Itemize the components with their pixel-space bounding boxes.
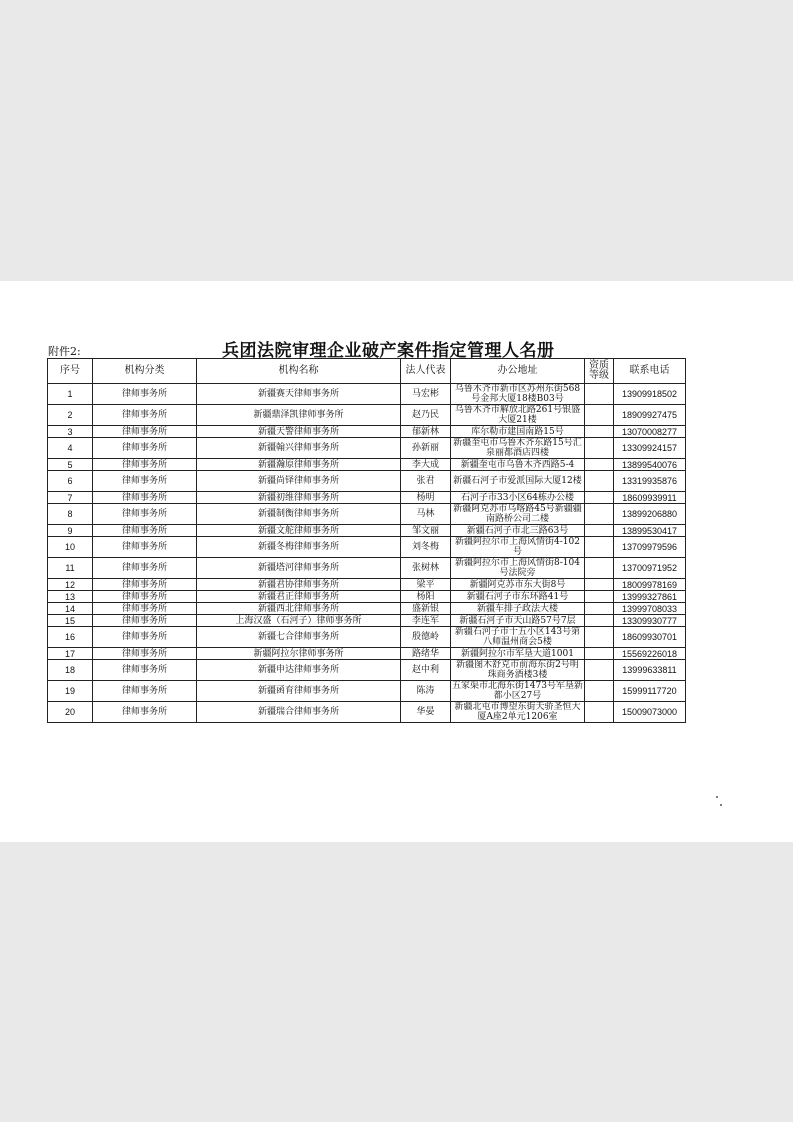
cell-rep: 马林 xyxy=(401,504,451,525)
cell-phone: 18009978169 xyxy=(614,579,686,591)
cell-name: 新疆塔河律师事务所 xyxy=(197,558,401,579)
cell-address: 乌鲁木齐市解放北路261号银盛大厦21楼 xyxy=(451,405,585,426)
cell-qualification xyxy=(585,525,614,537)
cell-qualification xyxy=(585,492,614,504)
cell-category: 律师事务所 xyxy=(93,681,197,702)
cell-phone: 13309924157 xyxy=(614,438,686,459)
cell-name: 新疆赛天律师事务所 xyxy=(197,384,401,405)
cell-category: 律师事务所 xyxy=(93,579,197,591)
cell-rep: 杨明 xyxy=(401,492,451,504)
cell-name: 新疆阿拉尔律师事务所 xyxy=(197,648,401,660)
cell-phone: 15999117720 xyxy=(614,681,686,702)
cell-name: 新疆鼎泽凯律师事务所 xyxy=(197,405,401,426)
cell-seq: 9 xyxy=(48,525,93,537)
cell-category: 律师事务所 xyxy=(93,702,197,723)
cell-address: 新疆奎屯市乌鲁木齐西路5-4 xyxy=(451,459,585,471)
cell-phone: 13999633811 xyxy=(614,660,686,681)
cell-address: 新疆车排子政法大楼 xyxy=(451,603,585,615)
cell-address: 新疆石河子市天山路57号7层 xyxy=(451,615,585,627)
cell-rep: 张树林 xyxy=(401,558,451,579)
table-row xyxy=(48,681,686,702)
cell-phone: 18909927475 xyxy=(614,405,686,426)
cell-seq: 18 xyxy=(48,660,93,681)
header-name: 机构名称 xyxy=(197,359,401,384)
cell-qualification xyxy=(585,681,614,702)
cell-phone: 13070008277 xyxy=(614,426,686,438)
cell-qualification xyxy=(585,603,614,615)
cell-address: 乌鲁木齐市新市区苏州东街568号金邦大厦18楼B03号 xyxy=(451,384,585,405)
cell-qualification xyxy=(585,459,614,471)
registry-table xyxy=(47,358,686,723)
scan-speck xyxy=(716,796,718,798)
cell-seq: 12 xyxy=(48,579,93,591)
cell-seq: 3 xyxy=(48,426,93,438)
scan-speck xyxy=(720,804,722,806)
cell-seq: 1 xyxy=(48,384,93,405)
cell-qualification xyxy=(585,405,614,426)
cell-qualification xyxy=(585,579,614,591)
cell-name: 新疆天警律师事务所 xyxy=(197,426,401,438)
cell-name: 新疆翰兴律师事务所 xyxy=(197,438,401,459)
cell-qualification xyxy=(585,426,614,438)
cell-category: 律师事务所 xyxy=(93,459,197,471)
cell-category: 律师事务所 xyxy=(93,405,197,426)
table-row xyxy=(48,627,686,648)
header-phone: 联系电话 xyxy=(614,359,686,384)
cell-seq: 6 xyxy=(48,471,93,492)
cell-name: 新疆七合律师事务所 xyxy=(197,627,401,648)
cell-address: 新疆阿拉尔市军垦大道1001 xyxy=(451,648,585,660)
cell-seq: 16 xyxy=(48,627,93,648)
cell-name: 新疆西北律师事务所 xyxy=(197,603,401,615)
cell-rep: 殷德岭 xyxy=(401,627,451,648)
cell-category: 律师事务所 xyxy=(93,504,197,525)
cell-phone: 13319935876 xyxy=(614,471,686,492)
cell-rep: 李连军 xyxy=(401,615,451,627)
cell-qualification xyxy=(585,648,614,660)
cell-seq: 20 xyxy=(48,702,93,723)
cell-seq: 7 xyxy=(48,492,93,504)
table-row xyxy=(48,558,686,579)
cell-address: 新疆石河子市北三路63号 xyxy=(451,525,585,537)
table-row xyxy=(48,471,686,492)
cell-qualification xyxy=(585,438,614,459)
table-row xyxy=(48,591,686,603)
cell-rep: 孙新丽 xyxy=(401,438,451,459)
cell-seq: 11 xyxy=(48,558,93,579)
header-category: 机构分类 xyxy=(93,359,197,384)
cell-category: 律师事务所 xyxy=(93,603,197,615)
cell-address: 新疆石河子市爱派国际大厦12楼 xyxy=(451,471,585,492)
cell-name: 新疆瀚原律师事务所 xyxy=(197,459,401,471)
cell-rep: 梁平 xyxy=(401,579,451,591)
cell-category: 律师事务所 xyxy=(93,615,197,627)
cell-rep: 张君 xyxy=(401,471,451,492)
table-row xyxy=(48,660,686,681)
cell-category: 律师事务所 xyxy=(93,537,197,558)
cell-rep: 马宏彬 xyxy=(401,384,451,405)
cell-rep: 陈涛 xyxy=(401,681,451,702)
cell-category: 律师事务所 xyxy=(93,648,197,660)
table-row xyxy=(48,438,686,459)
cell-qualification xyxy=(585,702,614,723)
cell-phone: 13899206880 xyxy=(614,504,686,525)
cell-qualification xyxy=(585,471,614,492)
cell-category: 律师事务所 xyxy=(93,426,197,438)
cell-address: 新疆石河子市东环路41号 xyxy=(451,591,585,603)
cell-address: 新疆阿拉尔市上海风情街4-102号 xyxy=(451,537,585,558)
cell-phone: 13909918502 xyxy=(614,384,686,405)
cell-address: 新疆石河子市十五小区143号第八师温州商会5楼 xyxy=(451,627,585,648)
cell-qualification xyxy=(585,591,614,603)
cell-category: 律师事务所 xyxy=(93,492,197,504)
cell-address: 新疆图木舒克市前海东街2号明珠商务酒楼3楼 xyxy=(451,660,585,681)
cell-phone: 15009073000 xyxy=(614,702,686,723)
cell-name: 新疆瑞合律师事务所 xyxy=(197,702,401,723)
cell-address: 新疆阿克苏市乌喀路45号新疆疆南路桥公司二楼 xyxy=(451,504,585,525)
cell-rep: 华晏 xyxy=(401,702,451,723)
cell-rep: 赵中利 xyxy=(401,660,451,681)
table-row xyxy=(48,603,686,615)
cell-rep: 赵乃民 xyxy=(401,405,451,426)
cell-seq: 13 xyxy=(48,591,93,603)
cell-seq: 4 xyxy=(48,438,93,459)
cell-name: 新疆冬梅律师事务所 xyxy=(197,537,401,558)
cell-category: 律师事务所 xyxy=(93,660,197,681)
cell-qualification xyxy=(585,504,614,525)
cell-category: 律师事务所 xyxy=(93,591,197,603)
table-row xyxy=(48,702,686,723)
cell-category: 律师事务所 xyxy=(93,438,197,459)
cell-category: 律师事务所 xyxy=(93,627,197,648)
header-address: 办公地址 xyxy=(451,359,585,384)
cell-phone: 13999708033 xyxy=(614,603,686,615)
cell-seq: 8 xyxy=(48,504,93,525)
table-row xyxy=(48,426,686,438)
cell-qualification xyxy=(585,615,614,627)
header-seq: 序号 xyxy=(48,359,93,384)
cell-rep: 李大成 xyxy=(401,459,451,471)
cell-address: 新疆阿克苏市东大街8号 xyxy=(451,579,585,591)
cell-rep: 郁新林 xyxy=(401,426,451,438)
cell-phone: 13309930777 xyxy=(614,615,686,627)
cell-name: 新疆申达律师事务所 xyxy=(197,660,401,681)
table-row xyxy=(48,579,686,591)
cell-address: 库尔勒市建国南路15号 xyxy=(451,426,585,438)
cell-address: 石河子市33小区64栋办公楼 xyxy=(451,492,585,504)
cell-phone: 13709979596 xyxy=(614,537,686,558)
table-row xyxy=(48,537,686,558)
cell-seq: 5 xyxy=(48,459,93,471)
cell-phone: 18609930701 xyxy=(614,627,686,648)
table-row xyxy=(48,384,686,405)
cell-qualification xyxy=(585,537,614,558)
table-row xyxy=(48,525,686,537)
cell-address: 新疆阿拉尔市上海风情街8-104号法院旁 xyxy=(451,558,585,579)
header-rep: 法人代表 xyxy=(401,359,451,384)
cell-name: 新疆初维律师事务所 xyxy=(197,492,401,504)
cell-seq: 19 xyxy=(48,681,93,702)
table-row xyxy=(48,459,686,471)
cell-name: 新疆君正律师事务所 xyxy=(197,591,401,603)
cell-phone: 15569226018 xyxy=(614,648,686,660)
cell-phone: 18609939911 xyxy=(614,492,686,504)
table-row xyxy=(48,492,686,504)
cell-phone: 13899530417 xyxy=(614,525,686,537)
cell-rep: 刘冬梅 xyxy=(401,537,451,558)
cell-name: 新疆君协律师事务所 xyxy=(197,579,401,591)
header-qualification: 资质等级 xyxy=(585,359,614,384)
table-row xyxy=(48,405,686,426)
cell-seq: 10 xyxy=(48,537,93,558)
cell-category: 律师事务所 xyxy=(93,525,197,537)
cell-phone: 13999327861 xyxy=(614,591,686,603)
cell-qualification xyxy=(585,627,614,648)
cell-seq: 17 xyxy=(48,648,93,660)
cell-phone: 13700971952 xyxy=(614,558,686,579)
cell-qualification xyxy=(585,660,614,681)
cell-address: 新疆北屯市博望东街天骄圣恒大厦A座2单元1206室 xyxy=(451,702,585,723)
cell-seq: 14 xyxy=(48,603,93,615)
cell-qualification xyxy=(585,558,614,579)
cell-seq: 15 xyxy=(48,615,93,627)
cell-name: 上海汉盛（石河子）律师事务所 xyxy=(197,615,401,627)
cell-name: 新疆函育律师事务所 xyxy=(197,681,401,702)
attachment-label: 附件2: xyxy=(48,345,81,358)
cell-phone: 13899540076 xyxy=(614,459,686,471)
cell-rep: 邹文丽 xyxy=(401,525,451,537)
table-row xyxy=(48,615,686,627)
cell-rep: 盛新银 xyxy=(401,603,451,615)
cell-address: 新疆奎屯市乌鲁木齐东路15号汇泉丽都酒店四楼 xyxy=(451,438,585,459)
cell-name: 新疆文舵律师事务所 xyxy=(197,525,401,537)
cell-rep: 路绪华 xyxy=(401,648,451,660)
cell-category: 律师事务所 xyxy=(93,384,197,405)
cell-rep: 杨阳 xyxy=(401,591,451,603)
cell-address: 五家渠市北海东街1473号军垦新都小区27号 xyxy=(452,681,583,701)
cell-qualification xyxy=(585,384,614,405)
table-row xyxy=(48,504,686,525)
table-header-row xyxy=(48,359,686,384)
cell-name: 新疆尚铎律师事务所 xyxy=(197,471,401,492)
cell-name: 新疆制衡律师事务所 xyxy=(197,504,401,525)
page-title: 兵团法院审理企业破产案件指定管理人名册 xyxy=(222,341,555,361)
table-row xyxy=(48,648,686,660)
cell-category: 律师事务所 xyxy=(93,471,197,492)
cell-seq: 2 xyxy=(48,405,93,426)
cell-category: 律师事务所 xyxy=(93,558,197,579)
